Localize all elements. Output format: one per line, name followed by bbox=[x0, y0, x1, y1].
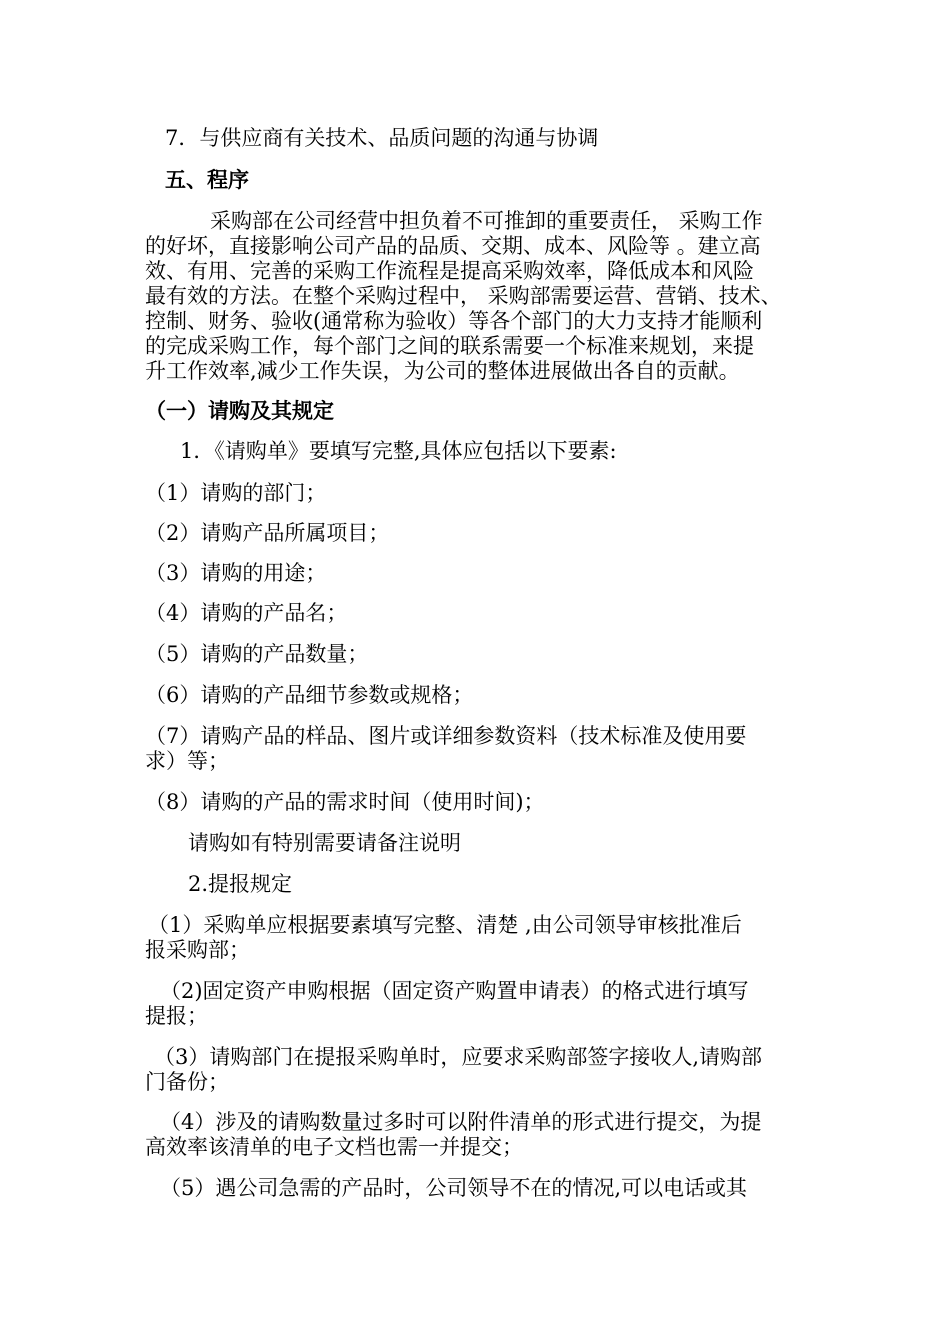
subsection-title-requisition: （一）请购及其规定 bbox=[145, 399, 334, 423]
paragraph-line: 采购部在公司经营中担负着不可推卸的重要责任， 采购工作 bbox=[210, 209, 763, 233]
list-item: （3）请购的用途； bbox=[145, 561, 327, 585]
paragraph-line: 升工作效率,减少工作失误，为公司的整体进展做出各自的贡献。 bbox=[145, 359, 740, 383]
list-item: （8）请购的产品的需求时间（使用时间)； bbox=[145, 790, 545, 814]
rule-item: （2)固定资产申购根据（固定资产购置申请表）的格式进行填写 bbox=[160, 979, 749, 1003]
list-item: （2）请购产品所属项目； bbox=[145, 521, 390, 545]
rule-item: （4）涉及的请购数量过多时可以附件清单的形式进行提交，为提 bbox=[160, 1110, 762, 1134]
paragraph-line: 效、有用、完善的采购工作流程是提高采购效率，降低成本和风险 bbox=[145, 259, 754, 283]
rule-item-continuation: 报采购部； bbox=[145, 938, 250, 962]
section-title-procedure: 五、程序 bbox=[165, 168, 249, 192]
rule-1-title: 1．《请购单》要填写完整,具体应包括以下要素: bbox=[180, 439, 617, 463]
rule-item-continuation: 高效率该清单的电子文档也需一并提交； bbox=[145, 1135, 523, 1159]
rule-item: （3）请购部门在提报采购单时，应要求采购部签字接收人,请购部 bbox=[154, 1045, 763, 1069]
list-item: （1）请购的部门； bbox=[145, 481, 327, 505]
paragraph-line: 控制、财务、验收(通常称为验收）等各个部门的大力支持才能顺利 bbox=[145, 309, 763, 333]
list-item: （4）请购的产品名； bbox=[145, 601, 348, 625]
paragraph-line: 的完成采购工作，每个部门之间的联系需要一个标准来规划，来提 bbox=[145, 334, 754, 358]
rule-2-title: 2.提报规定 bbox=[188, 872, 293, 896]
list-item: （6）请购的产品细节参数或规格； bbox=[145, 683, 474, 707]
rule-item-continuation: 门备份； bbox=[145, 1070, 229, 1094]
paragraph-line: 的好坏，直接影响公司产品的品质、交期、成本、风险等 。建立高 bbox=[145, 234, 761, 258]
list-item-continuation: 求）等； bbox=[145, 749, 229, 773]
rule-item: （5）遇公司急需的产品时，公司领导不在的情况,可以电话或其 bbox=[160, 1176, 748, 1200]
rule-item-continuation: 提报； bbox=[145, 1004, 208, 1028]
rule-item: （1）采购单应根据要素填写完整、清楚 ,由公司领导审核批准后 bbox=[148, 913, 742, 937]
list-item: （7）请购产品的样品、图片或详细参数资料（技术标准及使用要 bbox=[145, 724, 747, 748]
paragraph-line: 最有效的方法。在整个采购过程中， 采购部需要运营、营销、技术、 bbox=[145, 284, 782, 308]
list-item: （5）请购的产品数量； bbox=[145, 642, 369, 666]
list-item-7: 7．与供应商有关技术、品质问题的沟通与协调 bbox=[165, 126, 599, 150]
remark-note: 请购如有特别需要请备注说明 bbox=[188, 831, 461, 855]
